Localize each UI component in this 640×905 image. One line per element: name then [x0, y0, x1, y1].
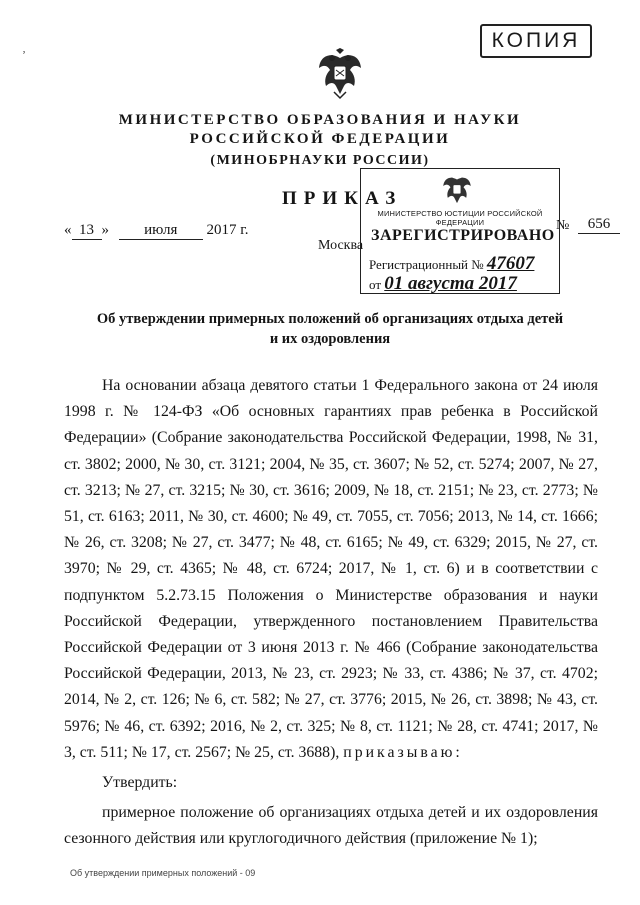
stamp-date-label: от	[369, 277, 382, 292]
stamp-emblem-icon	[441, 173, 473, 207]
body-paragraph-1-text: На основании абзаца девятого статьи 1 Федерального закона от 24 июля 1998 г. № 124-ФЗ «Об основных гарантиях прав ребенка в Российской Федерации» (Собрание законодательства Российской Федерации, 1998, № 31, ст. 3802; 2000, № 30, ст. 3121; 2004, № 35, ст. 3607; № 52, ст. 5274; 2007, № 27, ст. 3213; № 27, ст. 3215; № 30, ст. 3616; 2009, № 18, ст. 2151; № 23, ст. 2773; № 51, ст. 6163; 2011, № 30, ст. 4600; № 49, ст. 7055, ст. 7056; 2013, № 14, ст. 1666; № 26, ст. 3208; № 27, ст. 3477; № 48, ст. 6165; № 49, ст. 6329; 2015, № 27, ст. 3970; № 29, ст. 4365; № 48, ст. 6724; 2017, № 1, ст. 6) и в соответствии с подпунктом 5.2.73.15 Положения о Министерстве образования и науки Российской Федерации, утвержденного постановлением Правительства Российской Федерации от 3 июня 2013 г. № 466 (Собрание законодательства Российской Федерации, 2013, № 23, ст. 2923; № 33, ст. 4386; № 37, ст. 4702; 2014, № 2, ст. 126; № 6, ст. 582; № 27, ст. 3776; 2015, № 26, ст. 3898; № 43, ст. 5976; № 46, ст. 6392; 2016, № 2, ст. 325; № 8, ст. 1121; № 28, ст. 4741; 2017, № 3, ст. 511; № 17, ст. 2567; № 25, ст. 3688),	[64, 377, 598, 761]
stamp-reg-label: Регистрационный №	[369, 257, 484, 272]
body-paragraph-1	[64, 373, 598, 766]
footer-note: Об утверждении примерных положений - 09	[70, 868, 256, 878]
body-paragraph-2: Утвердить:	[102, 774, 178, 792]
body-paragraph-3: примерное положение об организациях отдыха детей и их оздоровления сезонного действия или круглогодичного действия (приложение № 1);	[64, 804, 598, 848]
order-date: « 13 » июля 2017 г.	[64, 222, 249, 238]
order-number-value: 656	[578, 216, 620, 234]
document-title-line2: и их оздоровления	[269, 331, 391, 347]
document-body	[64, 373, 598, 853]
order-word: приказываю:	[343, 743, 463, 761]
ministry-short-name: (МИНОБРНАУКИ РОССИИ)	[210, 153, 430, 168]
order-number-sign: №	[556, 218, 570, 233]
order-year: 2017 г.	[206, 222, 249, 238]
registration-stamp	[360, 168, 560, 294]
ministry-name-line2: РОССИЙСКОЙ ФЕДЕРАЦИИ	[189, 131, 451, 147]
stamp-reg-number	[369, 253, 534, 275]
copy-stamp: КОПИЯ	[480, 24, 592, 58]
stamp-reg-value: 47607	[486, 253, 535, 274]
document-title-line1: Об утверждении примерных положений об организациях отдыха детей	[96, 311, 564, 327]
order-day: 13	[72, 222, 102, 240]
stamp-date-value: 01 августа 2017	[384, 273, 517, 294]
order-city: Москва	[318, 238, 364, 253]
order-title: ПРИКАЗ	[282, 188, 403, 209]
coat-of-arms-icon	[316, 48, 364, 100]
stamp-reg-date	[369, 273, 517, 295]
order-month: июля	[119, 222, 203, 240]
stamp-organization: МИНИСТЕРСТВО ЮСТИЦИИ РОССИЙСКОЙ ФЕДЕРАЦИИ	[377, 209, 543, 227]
margin-mark: ʼ	[22, 48, 26, 62]
stamp-status: ЗАРЕГИСТРИРОВАНО	[371, 227, 555, 244]
order-number	[578, 216, 620, 234]
ministry-name-line1: МИНИСТЕРСТВО ОБРАЗОВАНИЯ И НАУКИ	[118, 112, 522, 128]
